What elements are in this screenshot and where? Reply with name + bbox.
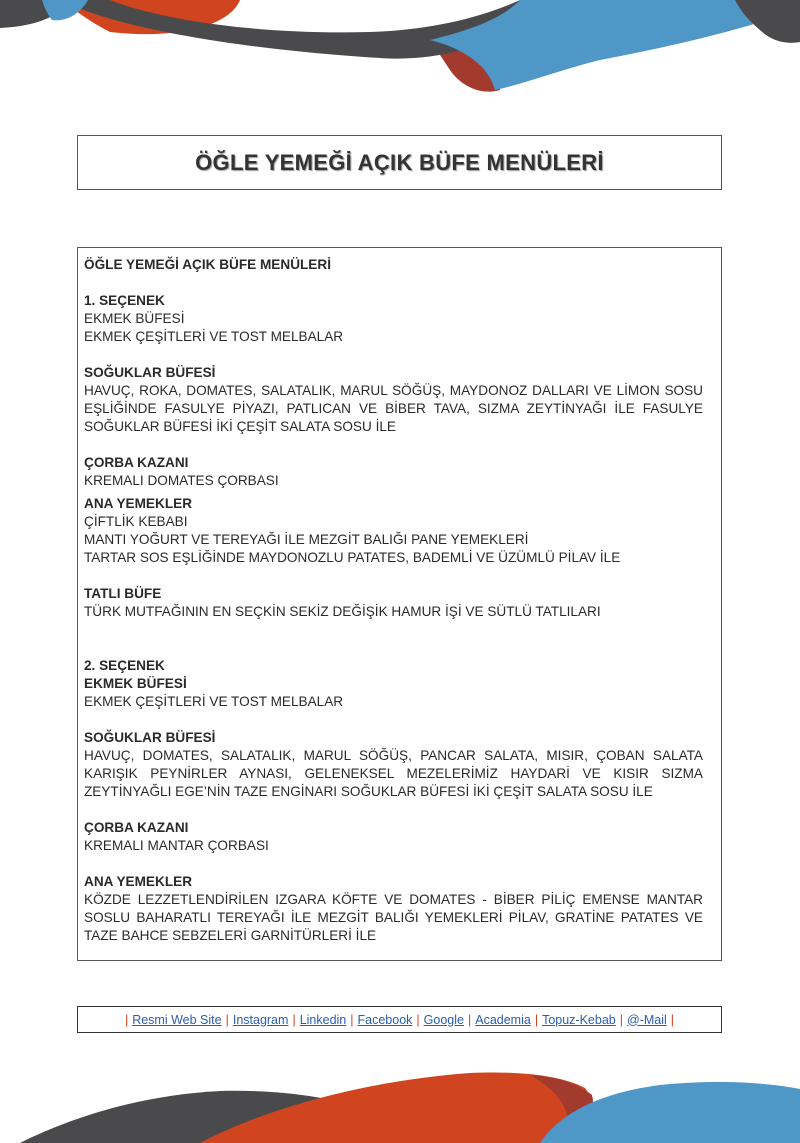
link-linkedin[interactable]: Linkedin: [299, 1012, 347, 1027]
option1-bread-title: EKMEK BÜFESİ: [84, 311, 185, 326]
option2-cold-title: SOĞUKLAR BÜFESİ: [84, 730, 216, 745]
option2-bread-text: EKMEK ÇEŞİTLERİ VE TOST MELBALAR: [84, 694, 344, 709]
link-academia[interactable]: Academia: [475, 1012, 531, 1027]
option2-label: 2. SEÇENEK: [84, 658, 165, 673]
option1-cold-text: HAVUÇ, ROKA, DOMATES, SALATALIK, MARUL SÖĞÜŞ, MAYDONOZ DALLARI VE LİMON SOSU EŞLİĞİNDE FASULYE PİYAZI, PATLICAN VE BİBER TAVA, SIZMA ZEYTİNYAĞI İLE FASULYE SOĞUKLAR BÜFESİ İKİ ÇEŞİT SALATA SOSU İLE: [84, 383, 703, 434]
option2-bread-title: EKMEK BÜFESİ: [84, 676, 187, 691]
footer-separator: |: [416, 1012, 420, 1027]
page-title: ÖĞLE YEMEĞİ AÇIK BÜFE MENÜLERİ: [195, 149, 604, 175]
option1-main-title: ANA YEMEKLER: [84, 496, 193, 511]
footer-separator: |: [225, 1012, 229, 1027]
link-instagram[interactable]: Instagram: [232, 1012, 289, 1027]
footer-separator: |: [534, 1012, 539, 1027]
bottom-decoration: [0, 1033, 800, 1143]
link-topuz-kebab[interactable]: Topuz-Kebab: [542, 1012, 616, 1027]
option1-dessert-title: TATLI BÜFE: [84, 586, 162, 601]
footer-separator: |: [619, 1012, 623, 1027]
footer-separator: |: [467, 1012, 472, 1027]
link-google[interactable]: Google: [423, 1012, 464, 1027]
option1-dessert-text: TÜRK MUTFAĞININ EN SEÇKİN SEKİZ DEĞİŞİK HAMUR İŞİ VE SÜTLÜ TATLILARI: [84, 604, 601, 619]
link-facebook[interactable]: Facebook: [357, 1012, 413, 1027]
option1-soup-text: KREMALI DOMATES ÇORBASI: [84, 473, 279, 488]
option2-soup-title: ÇORBA KAZANI: [84, 820, 189, 835]
menu-heading: ÖĞLE YEMEĞİ AÇIK BÜFE MENÜLERİ: [84, 257, 331, 272]
footer-separator: |: [124, 1012, 129, 1027]
option2-soup-text: KREMALI MANTAR ÇORBASI: [84, 838, 269, 853]
option1-main-line3: TARTAR SOS EŞLİĞİNDE MAYDONOZLU PATATES, BADEMLİ VE ÜZÜMLÜ PİLAV İLE: [84, 550, 621, 565]
option2-main-title: ANA YEMEKLER: [84, 874, 193, 889]
footer-separator: |: [292, 1012, 296, 1027]
option1-soup-title: ÇORBA KAZANI: [84, 455, 189, 470]
title-box: [77, 135, 722, 190]
footer-separator: |: [350, 1012, 354, 1027]
footer-separator: |: [670, 1012, 675, 1027]
menu-box: [77, 247, 722, 961]
option1-main-line1: ÇİFTLİK KEBABI: [84, 514, 188, 529]
option1-cold-title: SOĞUKLAR BÜFESİ: [84, 365, 216, 380]
option1-main-line2: MANTI YOĞURT VE TEREYAĞI İLE MEZGİT BALIĞI PANE YEMEKLERİ: [84, 532, 529, 547]
footer-links: [77, 1006, 722, 1033]
option1-label: 1. SEÇENEK: [84, 293, 165, 308]
option2-main-text: KÖZDE LEZZETLENDİRİLEN IZGARA KÖFTE VE DOMATES - BİBER PİLİÇ EMENSE MANTAR SOSLU BAHARATLI TEREYAĞI İLE MEZGİT BALIĞI YEMEKLERİ PİLAV, GRATİNE PATATES VE TAZE BAHCE SEBZELERİ GARNİTÜRLERİ İLE: [84, 892, 703, 943]
link-email[interactable]: @-Mail: [627, 1012, 667, 1027]
top-decoration: [0, 0, 800, 100]
link-resmi-web-site[interactable]: Resmi Web Site: [132, 1012, 222, 1027]
option2-cold-text: HAVUÇ, DOMATES, SALATALIK, MARUL SÖĞÜŞ, PANCAR SALATA, MISIR, ÇOBAN SALATA KARIŞIK PEYNİRLER AYNASI, GELENEKSEL MEZELERİMİZ HAYDARİ VE KISIR SIZMA ZEYTİNYAĞLI EGE’NİN TAZE ENGİNARI SOĞUKLAR BÜFESİ İKİ ÇEŞİT SALATA SOSU İLE: [84, 748, 703, 799]
option1-bread-text: EKMEK ÇEŞİTLERİ VE TOST MELBALAR: [84, 329, 344, 344]
